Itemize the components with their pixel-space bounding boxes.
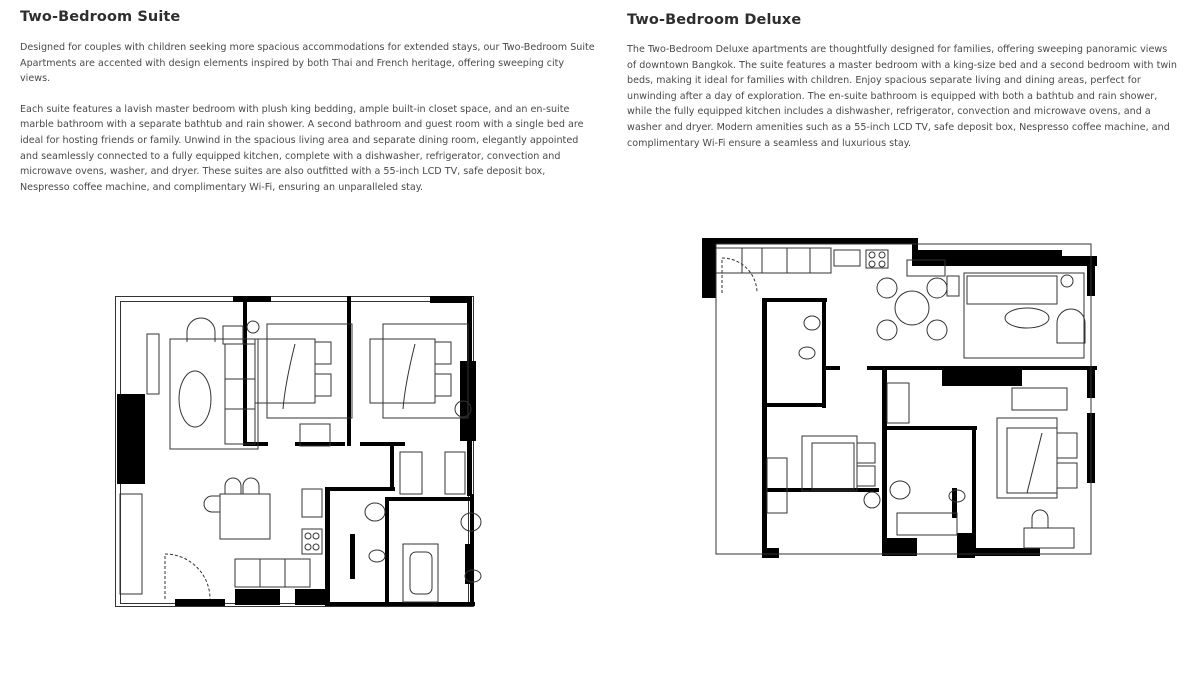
two-bedroom-deluxe-floor-plan [702,238,1097,558]
section-two-bedroom-deluxe [627,0,1177,151]
section-description: Each suite features a lavish master bedroom with plush king bedding, ample built-in closet space, and an en-suite marble bathroom with a separate bathtub and rain shower. A second bathroom and guest room with a single bed are ideal for hosting friends or family. Unwind in the spacious living area and separate dining room, elegantly appointed and seamlessly connected to a fully equipped kitchen, complete with a dishwasher, refrigerator, convection and microwave ovens, washer, and dryer. These suites are also outfitted with a 55-inch LCD TV, safe deposit box, Nespresso coffee machine, and complimentary Wi-Fi, ensuring an unparalleled stay. [20,103,584,193]
section-description: The Two-Bedroom Deluxe apartments are thoughtfully designed for families, offering sweeping panoramic views of downtown Bangkok. The suite features a master bedroom with a king-size bed and a second bedroom with twin beds, making it ideal for families with children. Enjoy spacious separate living and dining areas, perfect for unwinding after a day of exploration. The en-suite bathroom is equipped with both a bathtub and rain shower, while the fully equipped kitchen includes a dishwasher, refrigerator, convection and microwave ovens, and a washer and dryer. Modern amenities such as a 55-inch LCD TV, safe deposit box, Nespresso coffee machine, and complimentary Wi-Fi ensure a seamless and luxurious stay. [627,44,1177,149]
section-two-bedroom-suite [20,0,595,195]
two-bedroom-suite-floor-plan [115,294,495,610]
section-title: Two-Bedroom Suite [20,9,181,25]
section-description: Designed for couples with children seeking more spacious accommodations for extended stays, our Two-Bedroom Suite Apartments are accented with design elements inspired by both Thai and French heritage, offering sweeping city views. [20,42,595,85]
section-title: Two-Bedroom Deluxe [627,12,802,28]
